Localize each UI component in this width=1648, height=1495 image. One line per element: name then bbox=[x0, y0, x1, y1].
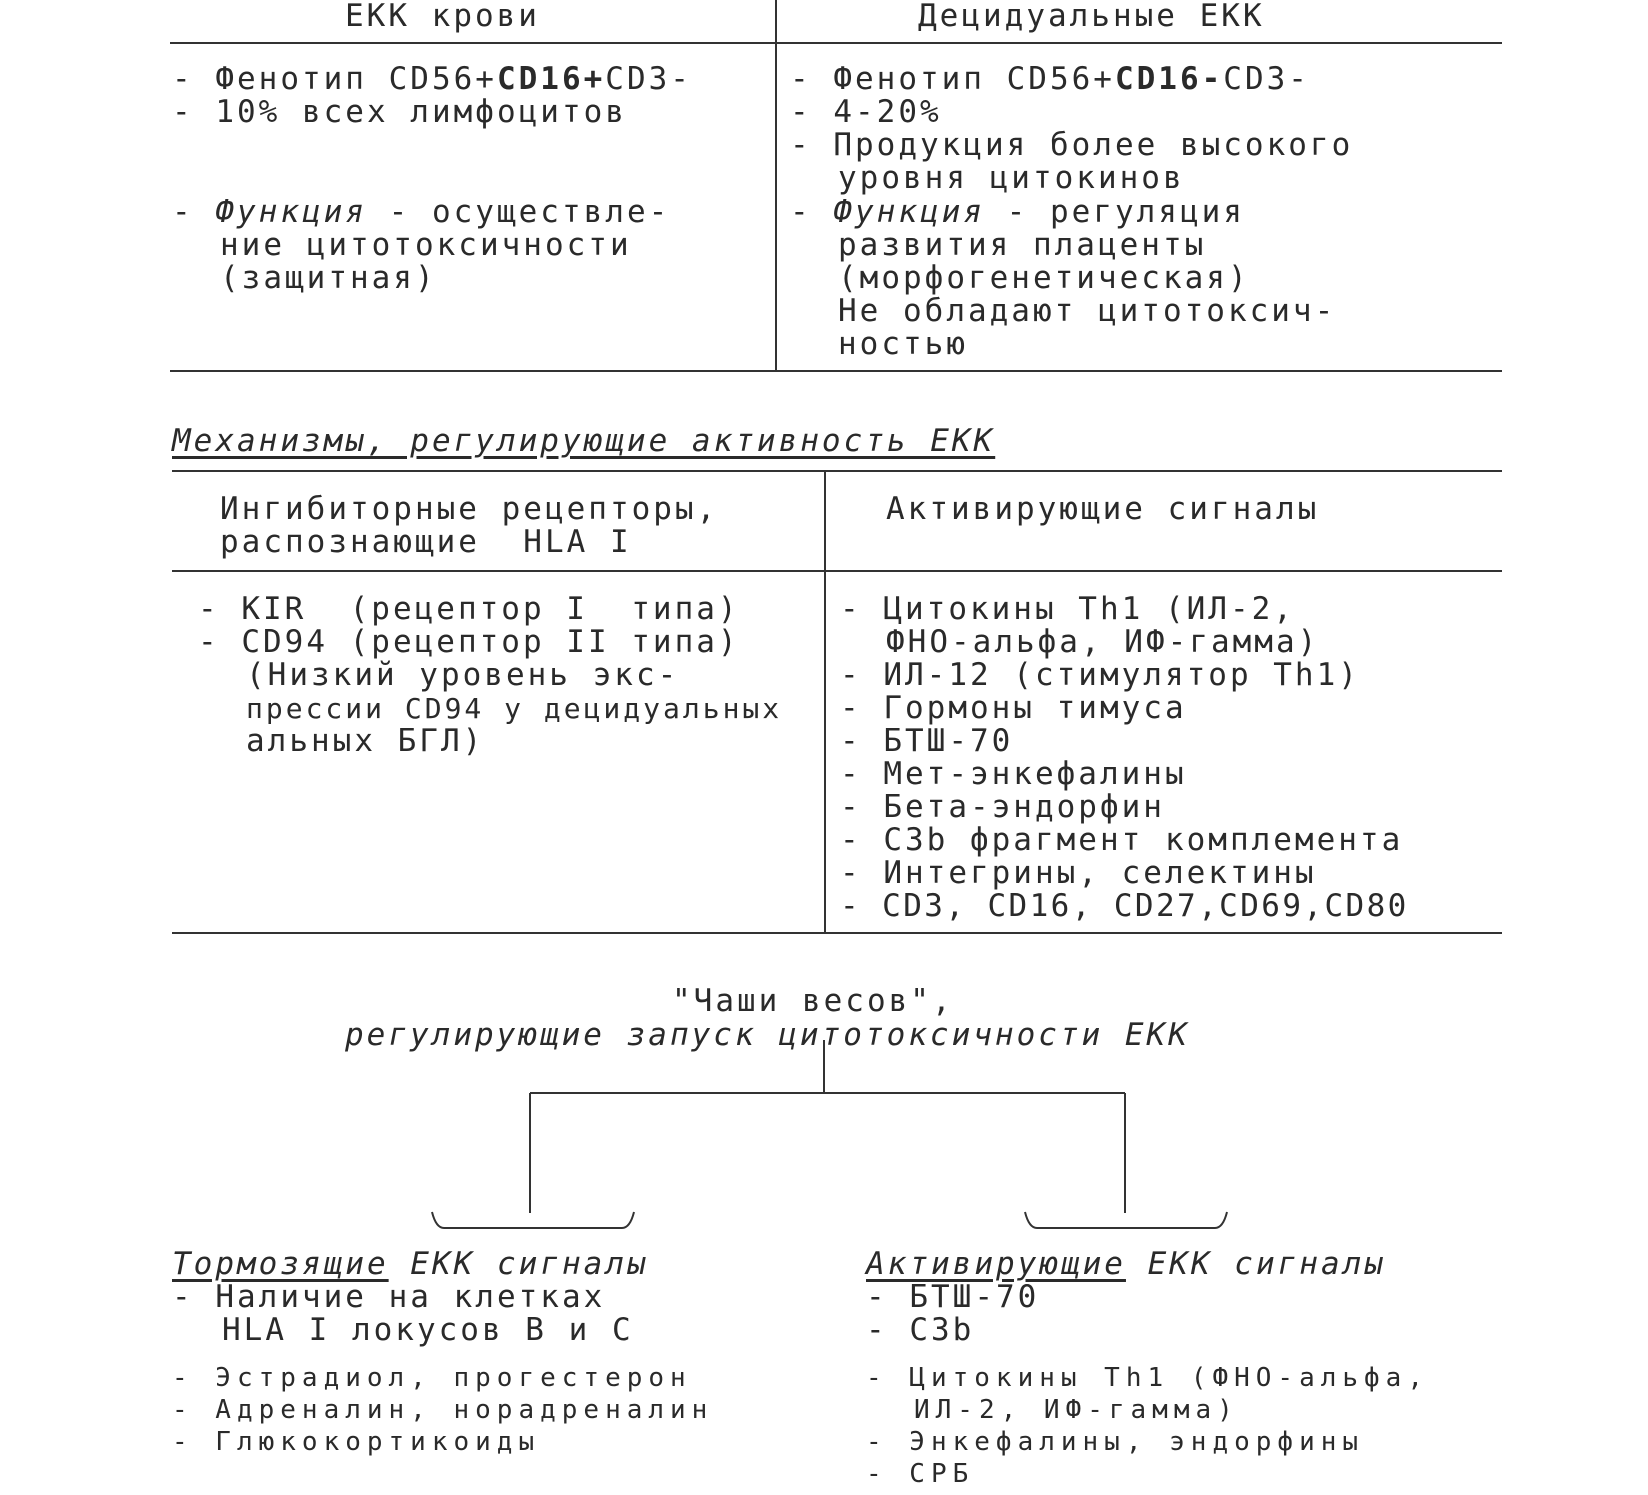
scales-right-pan bbox=[1025, 1212, 1227, 1228]
scales-right-title: Активирующие ЕКК сигналы bbox=[866, 1246, 1386, 1282]
table1-left-function-line: (защитная) bbox=[220, 260, 437, 296]
table1-left-phenotype: - Фенотип CD56+CD16+CD3- bbox=[172, 61, 692, 97]
table2-left-item: - CD94 (рецептор II типа) bbox=[198, 624, 740, 660]
table1-head-left: ЕКК крови bbox=[345, 0, 540, 34]
table2-right-item: - Интегрины, селектины bbox=[840, 855, 1317, 891]
table2-right-item: - БТШ-70 bbox=[840, 723, 1014, 759]
table1-right-function-line: (морфогенетическая) bbox=[838, 260, 1250, 296]
scales-right-item: - Энкефалины, эндорфины bbox=[866, 1427, 1365, 1457]
table1-right-cytokines: - Продукция более высокого bbox=[790, 127, 1354, 163]
table2-head-right: Активирующие сигналы bbox=[886, 491, 1320, 527]
table2-left-note: прессии CD94 у децидуальных bbox=[246, 692, 783, 725]
table2-right-item: - C3b фрагмент комплемента bbox=[840, 822, 1404, 858]
section-title: Механизмы, регулирующие активность ЕКК bbox=[172, 423, 996, 459]
scales-right-item: - БТШ-70 bbox=[866, 1279, 1040, 1315]
scales-left-item-cont: HLA I локусов В и С bbox=[222, 1312, 634, 1348]
table2-right-item: - CD3, CD16, CD27,CD69,CD80 bbox=[840, 888, 1409, 924]
table1-right-phenotype: - Фенотип CD56+CD16-CD3- bbox=[790, 61, 1310, 97]
scales-subtitle: регулирующие запуск цитотоксичности ЕКК bbox=[345, 1017, 1190, 1053]
table2-right-item: - ИЛ-12 (стимулятор Th1) bbox=[840, 657, 1360, 693]
table1-right-function-line: Не обладают цитотоксич- bbox=[838, 293, 1337, 329]
table2-head-left-cont: распознающие HLA I bbox=[220, 524, 632, 560]
table1-right-function-line: развития плаценты bbox=[838, 227, 1207, 263]
table2-right-item: - Мет-энкефалины bbox=[840, 756, 1187, 792]
scales-right-item-cont: ИЛ-2, ИФ-гамма) bbox=[914, 1395, 1239, 1425]
table1-right-function: - Функция - регуляция bbox=[790, 194, 1245, 230]
table1-right-function-line: ностью bbox=[838, 326, 968, 362]
table2-left-note: (Низкий уровень экс- bbox=[246, 657, 680, 693]
table2-right-item: - Цитокины Th1 (ИЛ-2, bbox=[840, 591, 1295, 627]
table1-right-share: - 4-20% bbox=[790, 94, 942, 130]
scales-left-hormone: - Адреналин, норадреналин bbox=[172, 1395, 714, 1425]
table1-head-right: Децидуальные ЕКК bbox=[918, 0, 1265, 34]
table2-left-item: - KIR (рецептор I типа) bbox=[198, 591, 740, 627]
table1-right-cytokines-cont: уровня цитокинов bbox=[838, 160, 1185, 196]
scales-left-hormone: - Глюкокортикоиды bbox=[172, 1427, 541, 1457]
table2-right-item: ФНО-альфа, ИФ-гамма) bbox=[886, 624, 1320, 660]
table1-left-share: - 10% всех лимфоцитов bbox=[172, 94, 627, 130]
scales-title: "Чаши весов", bbox=[672, 983, 954, 1019]
scales-right-item: - C3b bbox=[866, 1312, 975, 1348]
scales-left-pan bbox=[432, 1212, 634, 1228]
scales-right-item: - СРБ bbox=[866, 1459, 975, 1489]
table2-head-left: Ингибиторные рецепторы, bbox=[220, 491, 719, 527]
table2-right-item: - Бета-эндорфин bbox=[840, 789, 1165, 825]
scales-left-hormone: - Эстрадиол, прогестерон bbox=[172, 1363, 692, 1393]
table1-left-function: - Функция - осуществле- bbox=[172, 194, 671, 230]
scales-left-item: - Наличие на клетках bbox=[172, 1279, 606, 1315]
table2-right-item: - Гормоны тимуса bbox=[840, 690, 1187, 726]
table2-left-note: альных БГЛ) bbox=[246, 723, 485, 759]
scales-right-item: - Цитокины Th1 (ФНО-альфа, bbox=[866, 1363, 1429, 1393]
table1-left-function-line: ние цитотоксичности bbox=[220, 227, 632, 263]
scales-left-title: Тормозящие ЕКК сигналы bbox=[172, 1246, 649, 1282]
